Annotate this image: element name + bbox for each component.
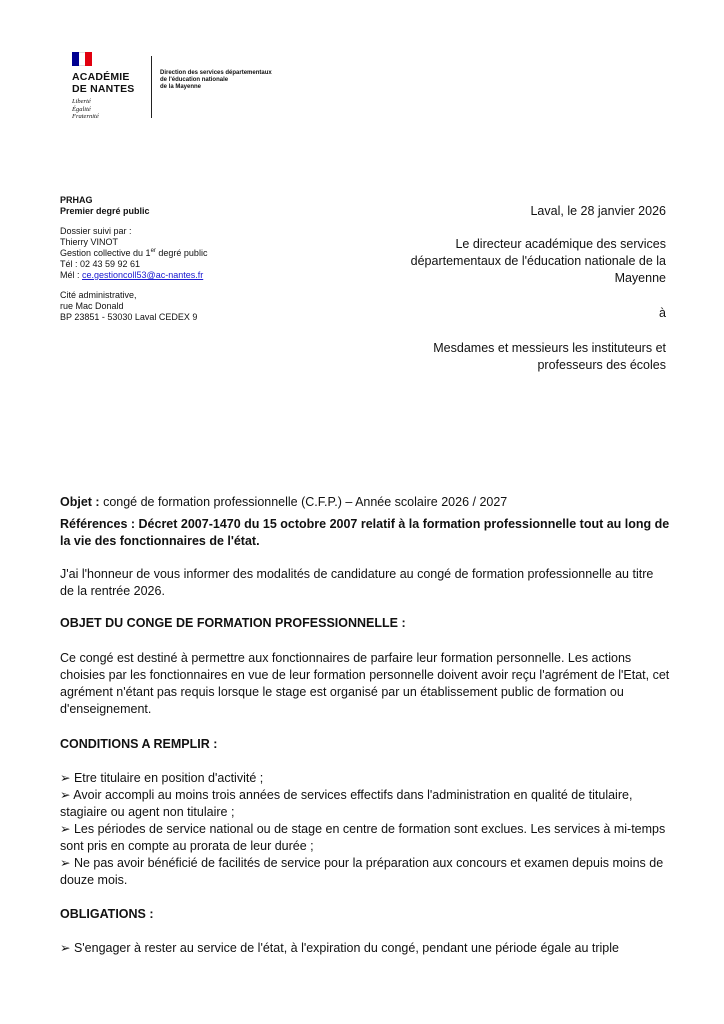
letter-object (60, 494, 670, 511)
motto-fraternite: Fraternité (72, 113, 99, 120)
academie-name (72, 71, 134, 95)
phone-number: Tél : 02 43 59 92 61 (60, 259, 141, 269)
mail-line (60, 270, 207, 281)
agent-name: Thierry VINOT (60, 237, 119, 247)
section-title-obligations: OBLIGATIONS : (60, 907, 154, 921)
letter-to-word: à (659, 306, 666, 320)
direction-line: Direction des services départementaux (160, 70, 272, 76)
section-title-conditions: CONDITIONS A REMPLIR : (60, 737, 218, 751)
object-label: Objet : (60, 495, 100, 509)
email-link[interactable]: ce.gestioncoll53@ac-nantes.fr (82, 270, 204, 280)
agent-role (60, 248, 207, 259)
section-text-objet: Ce congé est destiné à permettre aux fonctionnaires de parfaire leur formation personnelle. Les actions choisies par les fonctionnaires en vue de leur formation personnelle doivent avoir reçu l'agrément de l'Etat, cet agrément n'étant pas requis lorsque le stage est organisé par un établissement public de formation ou d'enseignement. (60, 651, 670, 716)
object-text: congé de formation professionnelle (C.F.P.) – Année scolaire 2026 / 2027 (99, 495, 508, 509)
section-title-objet: OBJET DU CONGE DE FORMATION PROFESSIONNELLE : (60, 616, 406, 630)
republic-motto (72, 98, 99, 121)
conditions-list (60, 770, 670, 889)
sender-title-line: Mayenne (614, 271, 666, 285)
letter-sender-title (411, 236, 666, 287)
direction-line: de l'éducation nationale (160, 77, 229, 83)
service-name: PRHAG (60, 195, 93, 205)
address-line: rue Mac Donald (60, 301, 124, 311)
role-superscript: er (150, 248, 156, 254)
role-text: degré public (155, 248, 208, 258)
recipient-line: Mesdames et messieurs les instituteurs et (433, 341, 666, 355)
mail-label: Mél : (60, 270, 83, 280)
list-item: ➢ Etre titulaire en position d'activité ; (60, 771, 264, 785)
letter-recipient (433, 340, 666, 374)
academie-name-line2: DE NANTES (72, 83, 135, 95)
motto-egalite: Égalité (72, 105, 91, 113)
letter-references: Références : Décret 2007-1470 du 15 octobre 2007 relatif à la formation professionnelle tout au long de la vie des fonctionnaires de l'état. (60, 517, 670, 548)
academie-name-line1: ACADÉMIE (72, 71, 130, 83)
sender-block (60, 195, 207, 323)
sender-title-line: Le directeur académique des services (455, 237, 666, 251)
list-item: ➢ S'engager à rester au service de l'état, à l'expiration du congé, pendant une période égale au triple (60, 941, 619, 955)
address-line: Cité administrative, (60, 290, 137, 300)
french-flag-icon (72, 52, 92, 66)
list-item: ➢ Les périodes de service national ou de stage en centre de formation sont exclues. Les services à mi-temps sont pris en compte au prorata de leur durée ; (60, 822, 666, 853)
motto-liberte: Liberté (72, 98, 91, 105)
letter-intro: J'ai l'honneur de vous informer des modalités de candidature au congé de formation professionnelle au titre de la rentrée 2026. (60, 567, 654, 598)
obligations-list (60, 940, 670, 957)
letter-date: Laval, le 28 janvier 2026 (530, 204, 666, 218)
address-line: BP 23851 - 53030 Laval CEDEX 9 (60, 312, 198, 322)
sender-title-line: départementaux de l'éducation nationale de la (410, 254, 666, 268)
direction-line: de la Mayenne (160, 84, 202, 90)
role-text: Gestion collective du 1 (60, 248, 151, 258)
direction-name (160, 70, 272, 91)
dossier-label: Dossier suivi par : (60, 226, 132, 236)
list-item: ➢ Avoir accompli au moins trois années de services effectifs dans l'administration en qualité de titulaire, stagiaire ou agent non titulaire ; (60, 788, 633, 819)
list-item: ➢ Ne pas avoir bénéficié de facilités de service pour la préparation aux concours et examen depuis moins de douze mois. (60, 856, 664, 887)
recipient-line: professeurs des écoles (537, 358, 666, 372)
service-degree: Premier degré public (60, 206, 150, 216)
logo-divider (151, 56, 152, 118)
